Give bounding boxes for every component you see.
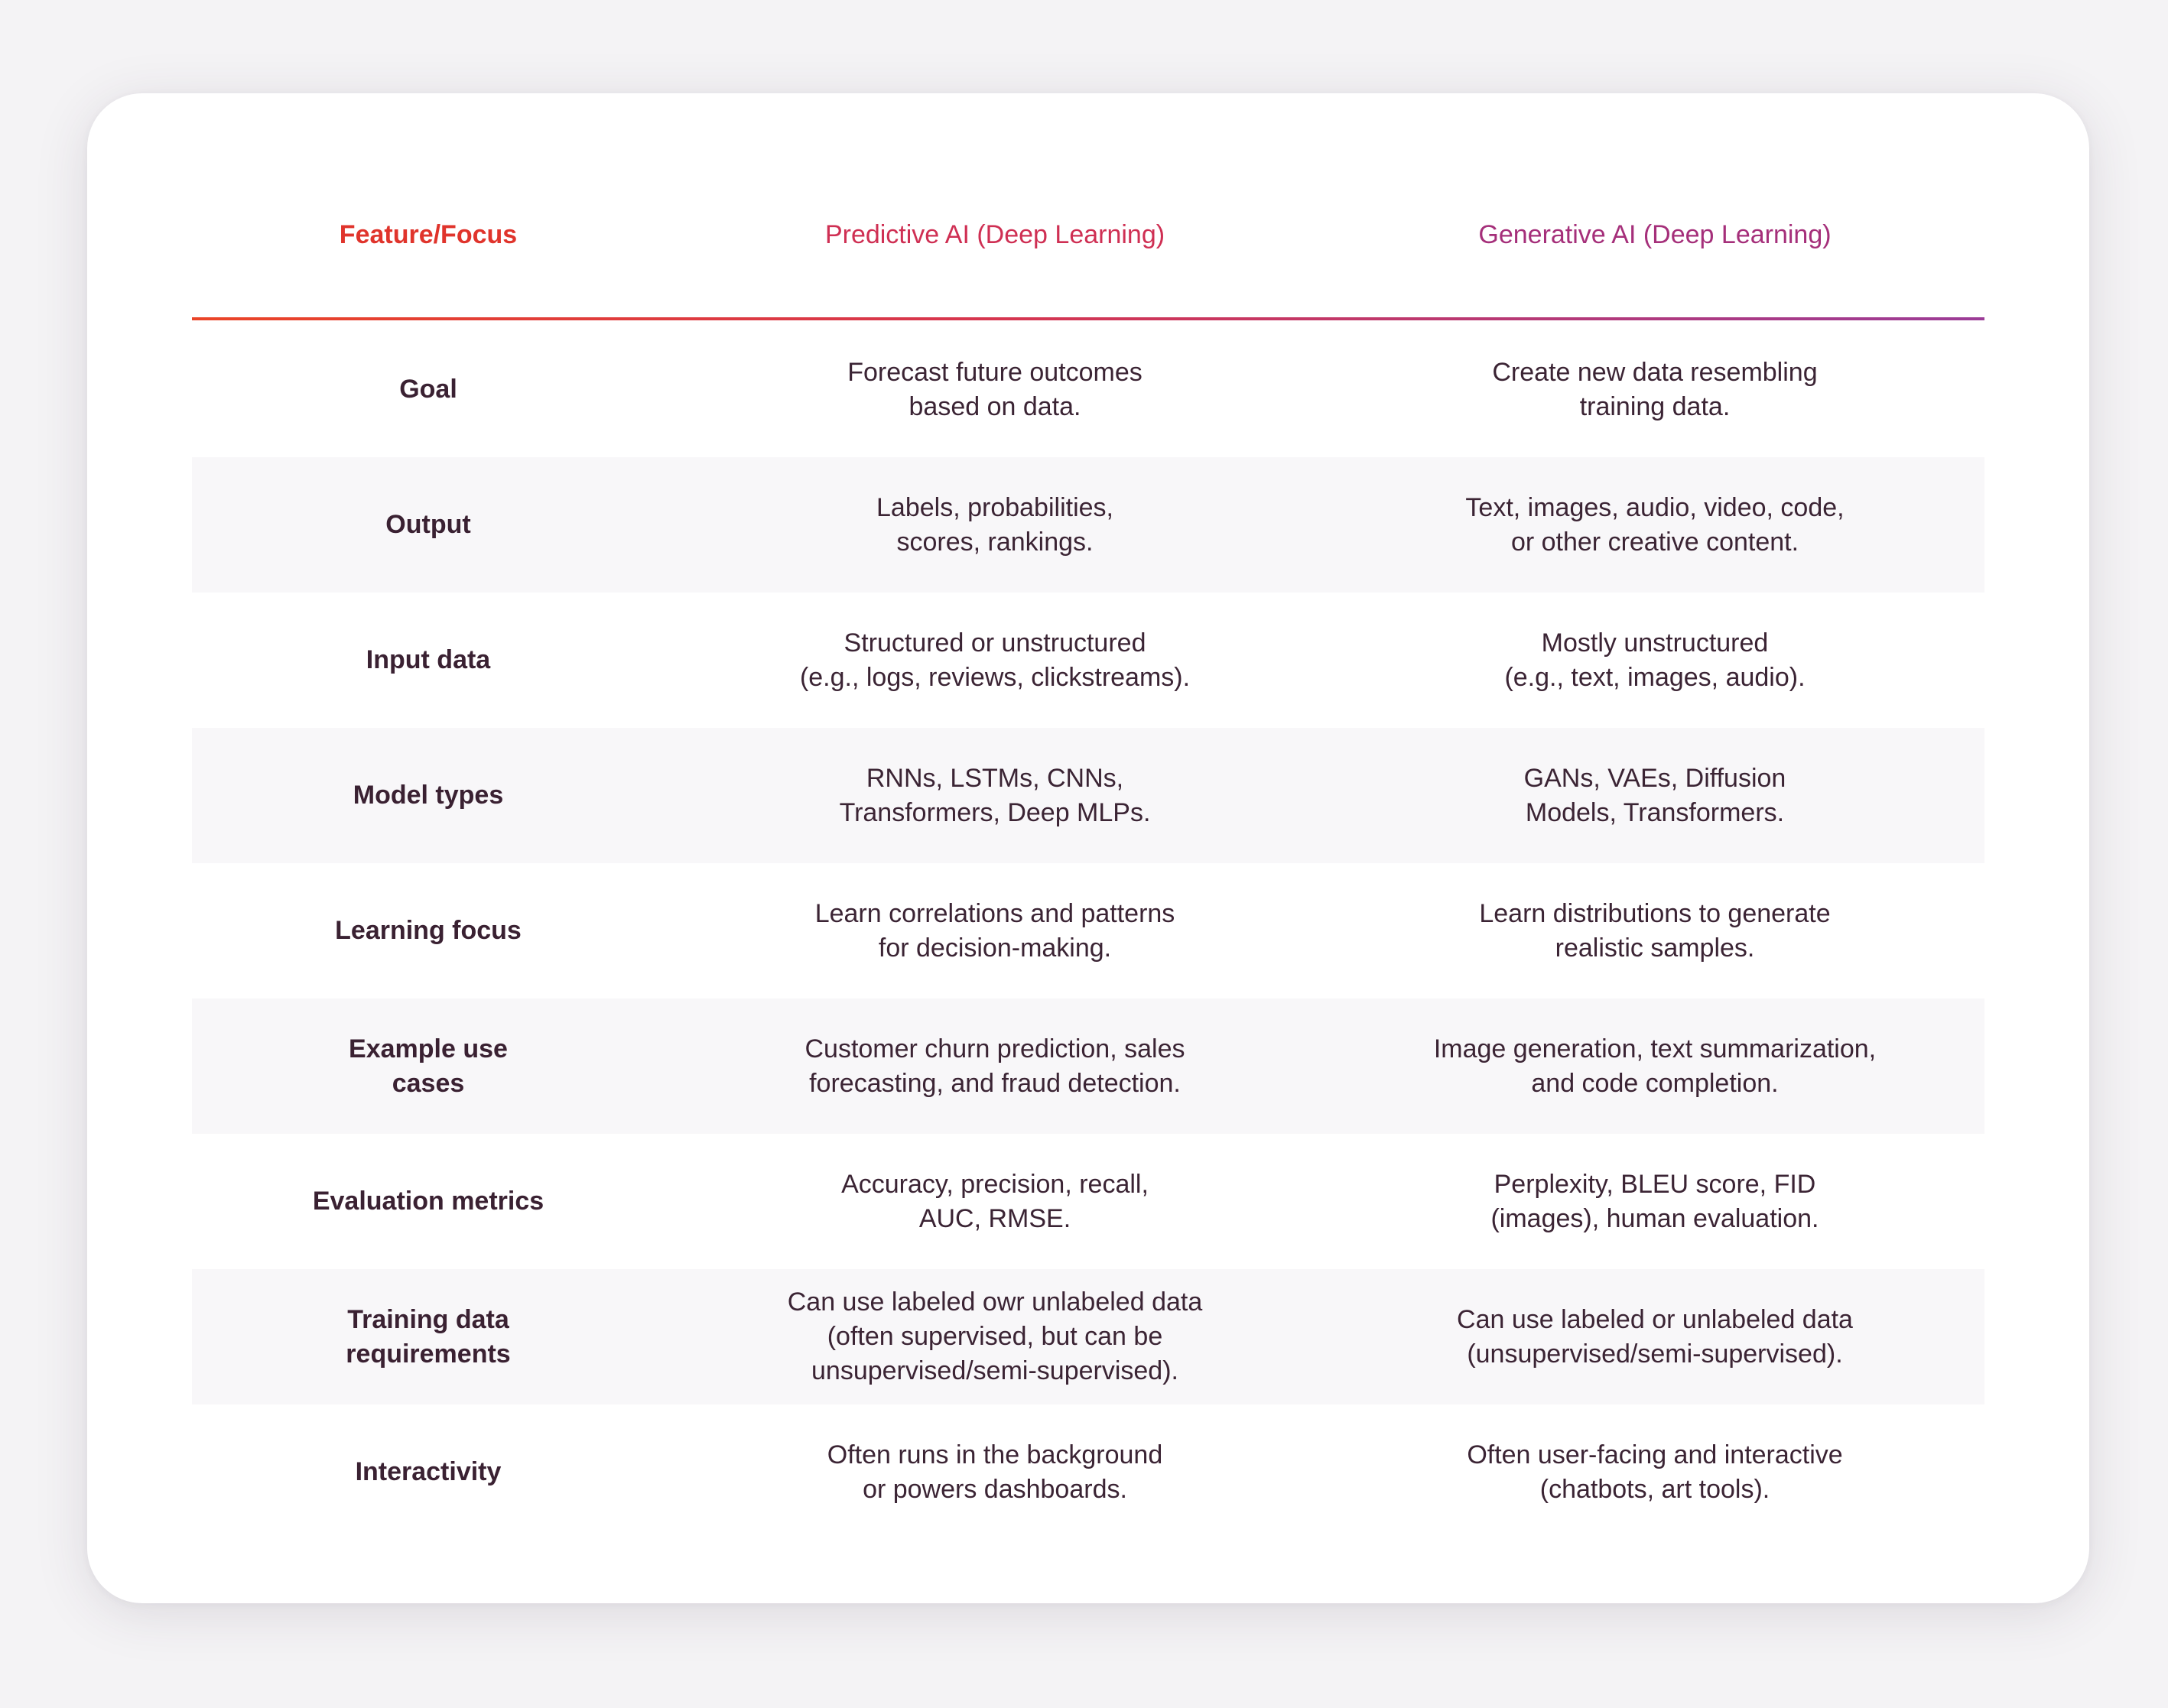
table-row: [192, 322, 1984, 457]
row-predictive-cell: Can use labeled owr unlabeled data (often supervised, but can be unsupervised/semi-supervised).: [787, 1287, 1203, 1385]
row-generative-cell: Often user-facing and interactive (chatbots, art tools).: [1467, 1440, 1843, 1504]
header-divider: [192, 317, 1984, 320]
table-row: [192, 1269, 1984, 1404]
row-generative-cell: Can use labeled or unlabeled data (unsupervised/semi-supervised).: [1457, 1304, 1853, 1369]
table-row: [192, 1134, 1984, 1269]
row-predictive-cell: Learn correlations and patterns for decision-making.: [814, 898, 1175, 963]
table-header-row: [192, 161, 1984, 317]
row-predictive-cell: Forecast future outcomes based on data.: [847, 357, 1143, 421]
row-generative-cell: Mostly unstructured (e.g., text, images, audio).: [1504, 628, 1806, 692]
row-generative-cell: GANs, VAEs, Diffusion Models, Transformers.: [1523, 763, 1786, 827]
row-generative-cell: Create new data resembling training data.: [1492, 357, 1818, 421]
row-generative-cell: Learn distributions to generate realistic samples.: [1479, 898, 1831, 963]
row-generative-cell: Perplexity, BLEU score, FID (images), human evaluation.: [1490, 1169, 1819, 1233]
row-feature-label: Interactivity: [355, 1457, 502, 1486]
row-feature-label: Output: [385, 510, 471, 539]
row-feature-label: Training data requirements: [346, 1304, 511, 1369]
table-row: [192, 998, 1984, 1134]
row-feature-label: Example use cases: [349, 1034, 508, 1098]
comparison-card: [87, 93, 2089, 1603]
table-row: [192, 1404, 1984, 1540]
table-row: [192, 593, 1984, 728]
row-generative-cell: Image generation, text summarization, and code completion.: [1433, 1034, 1877, 1098]
row-generative-cell: Text, images, audio, video, code, or other creative content.: [1465, 492, 1845, 557]
table-row: [192, 863, 1984, 998]
row-feature-label: Evaluation metrics: [312, 1187, 544, 1216]
table-row: [192, 728, 1984, 863]
header-predictive-ai: Predictive AI (Deep Learning): [824, 220, 1165, 249]
row-predictive-cell: Structured or unstructured (e.g., logs, reviews, clickstreams).: [799, 628, 1191, 692]
row-feature-label: Input data: [366, 645, 491, 674]
comparison-table: [192, 161, 1984, 1540]
table-row: [192, 457, 1984, 593]
row-predictive-cell: Often runs in the background or powers dashboards.: [827, 1440, 1163, 1504]
row-predictive-cell: Customer churn prediction, sales forecasting, and fraud detection.: [804, 1034, 1185, 1098]
row-predictive-cell: Accuracy, precision, recall, AUC, RMSE.: [841, 1169, 1149, 1233]
row-predictive-cell: Labels, probabilities, scores, rankings.: [876, 492, 1113, 557]
row-feature-label: Goal: [399, 375, 457, 404]
header-feature-focus: Feature/Focus: [339, 220, 518, 249]
row-feature-label: Learning focus: [335, 916, 522, 945]
header-generative-ai: Generative AI (Deep Learning): [1478, 220, 1832, 249]
row-predictive-cell: RNNs, LSTMs, CNNs, Transformers, Deep MLPs.: [839, 763, 1151, 827]
row-feature-label: Model types: [353, 781, 504, 810]
